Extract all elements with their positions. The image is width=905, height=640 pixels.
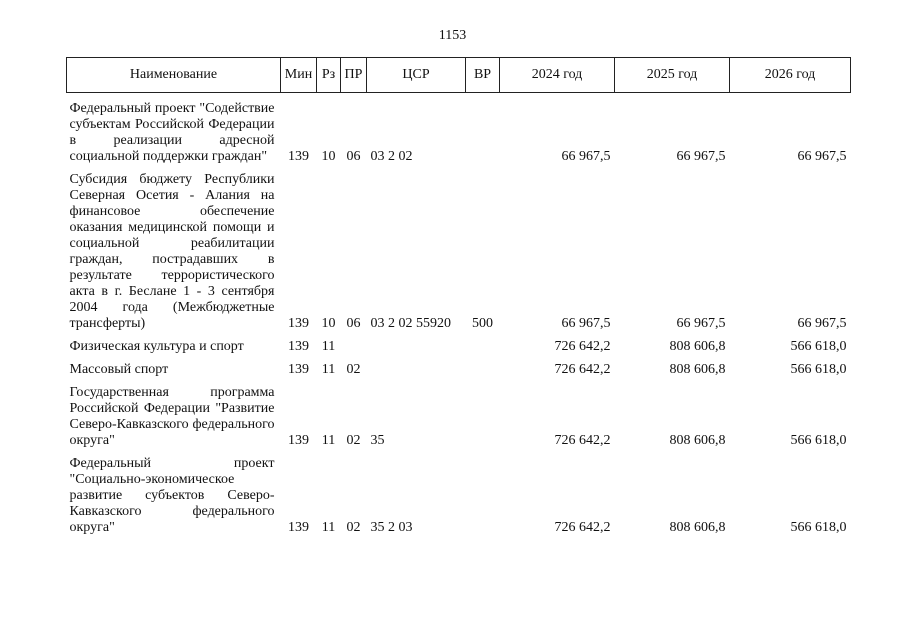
row-2025: 808 606,8 [669,362,726,377]
row-2024: 726 642,2 [554,362,611,377]
row-2024: 726 642,2 [554,520,611,535]
page-number: 1153 [438,28,467,43]
row-csr: 03 2 02 [370,149,413,164]
header-2026: 2026 год [730,58,851,93]
header-csr: ЦСР [367,58,466,93]
table-row [67,449,851,536]
row-min: 139 [288,149,309,164]
row-min: 139 [288,362,309,377]
row-name: Субсидия бюджету Республики Северная Осетия - Алания на финансовое обеспечение оказания медицинской помощи и социальной реабилитации граждан, пострадавших в результате террористического акта в г. Беслане 1 - 3 сентября 2004 года (Межбюджетные трансферты) [69,172,275,331]
row-rz: 11 [321,433,336,448]
row-csr [367,332,466,355]
row-csr [367,355,466,378]
row-vr [466,93,500,166]
row-rz: 11 [321,362,336,377]
row-csr: 35 [370,433,385,448]
row-2026: 66 967,5 [797,149,847,164]
header-vr: ВР [466,58,500,93]
row-2025: 66 967,5 [676,316,726,331]
row-2024: 66 967,5 [561,149,611,164]
header-2025: 2025 год [615,58,730,93]
row-csr: 03 2 02 55920 [370,316,451,331]
table-row [67,378,851,449]
row-2024: 726 642,2 [554,339,611,354]
table-row [67,165,851,332]
row-name: Массовый спорт [69,362,169,377]
row-2026: 566 618,0 [790,433,847,448]
header-min: Мин [281,58,317,93]
row-pr: 06 [346,316,361,331]
table-row [67,332,851,355]
row-name: Федеральный проект "Содействие субъектам Российской Федерации в реализации адресной социальной поддержки граждан" [69,101,275,164]
row-pr [341,332,367,355]
row-2025: 808 606,8 [669,433,726,448]
row-pr: 06 [346,149,361,164]
row-name: Федеральный проект "Социально-экономическое развитие субъектов Северо-Кавказского федерального округа" [69,456,275,535]
row-vr [466,449,500,536]
row-2025: 808 606,8 [669,520,726,535]
row-min: 139 [288,316,309,331]
row-2025: 808 606,8 [669,339,726,354]
row-pr: 02 [346,520,361,535]
row-pr: 02 [346,362,361,377]
table-row [67,355,851,378]
row-min: 139 [288,433,309,448]
row-2024: 726 642,2 [554,433,611,448]
row-2024: 66 967,5 [561,316,611,331]
row-rz: 10 [321,149,336,164]
budget-table [66,57,851,536]
row-vr: 500 [472,316,493,331]
header-name: Наименование [67,58,281,93]
table-row [67,93,851,166]
row-2025: 66 967,5 [676,149,726,164]
row-2026: 566 618,0 [790,362,847,377]
row-pr: 02 [346,433,361,448]
row-vr [466,332,500,355]
row-2026: 566 618,0 [790,520,847,535]
row-name: Физическая культура и спорт [69,339,244,354]
row-min: 139 [288,339,309,354]
row-name: Государственная программа Российской Федерации "Развитие Северо-Кавказского федерального округа" [69,385,275,448]
row-2026: 566 618,0 [790,339,847,354]
row-2026: 66 967,5 [797,316,847,331]
row-rz: 11 [321,339,336,354]
row-rz: 10 [321,316,336,331]
table-header-row [67,58,851,93]
row-min: 139 [288,520,309,535]
header-rz: Рз [317,58,341,93]
row-vr [466,378,500,449]
header-2024: 2024 год [500,58,615,93]
header-pr: ПР [341,58,367,93]
row-csr: 35 2 03 [370,520,413,535]
row-vr [466,355,500,378]
row-rz: 11 [321,520,336,535]
